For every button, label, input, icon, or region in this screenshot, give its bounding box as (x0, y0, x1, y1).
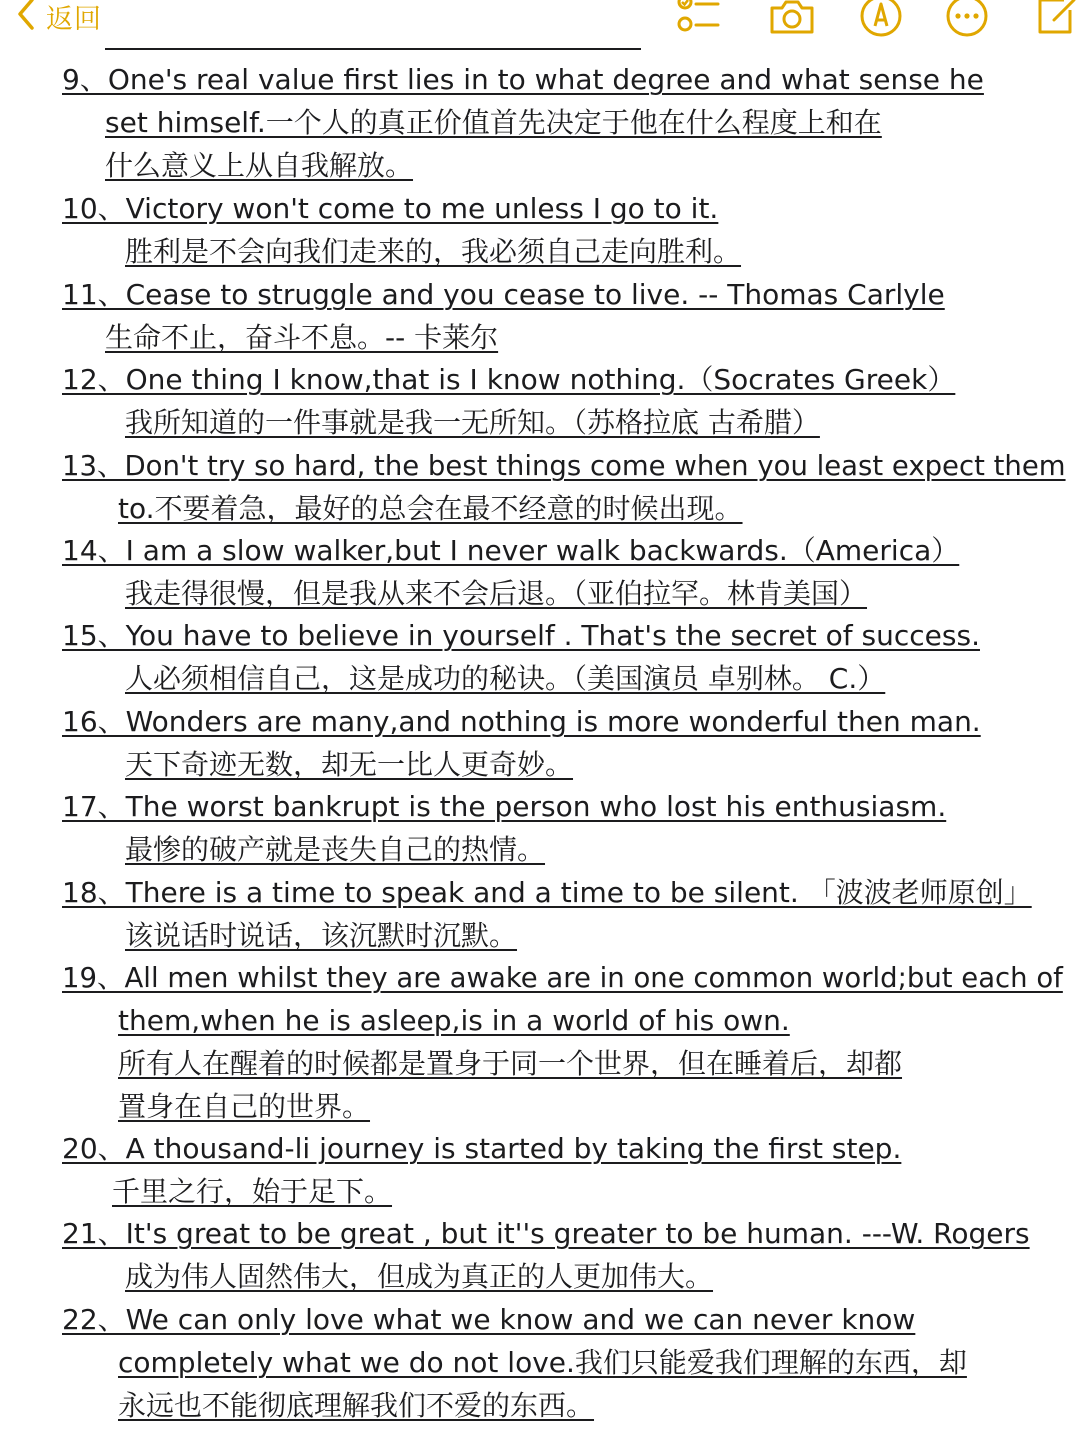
quote-12-en: 12、One thing I know,that is I know nothing.（Socrates Greek） (62, 363, 956, 396)
quote-21-en: 21、It's great to be great , but it''s greater to be human. ---W. Rogers (62, 1217, 1030, 1250)
quote-9-en: 9、One's real value first lies in to what degree and what sense he (62, 63, 984, 96)
quote-21-zh: 成为伟人固然伟大，但成为真正的人更加伟大。 (125, 1260, 714, 1293)
quote-19-en-cont: them,when he is asleep,is in a world of his own. (118, 1004, 790, 1037)
quote-19-zh-cont: 置身在自己的世界。 (118, 1090, 371, 1123)
quote-12-zh: 我所知道的一件事就是我一无所知。（苏格拉底 古希腊） (125, 406, 820, 439)
quote-11-zh: 生命不止，奋斗不息。-- 卡莱尔 (105, 321, 499, 354)
quote-13-en-cont: to.不要着急，最好的总会在最不经意的时候出现。 (118, 492, 743, 525)
quote-9-en-cont: set himself.一个人的真正价值首先决定于他在什么程度上和在 (105, 106, 882, 139)
quote-20-zh: 千里之行，始于足下。 (112, 1175, 393, 1208)
checklist-icon[interactable] (674, 0, 722, 38)
quote-20-en: 20、A thousand-li journey is started by taking the first step. (62, 1132, 902, 1165)
markup-icon[interactable] (858, 0, 904, 38)
quote-19-en: 19、All men whilst they are awake are in one common world;but each of (62, 962, 1063, 994)
quote-9-zh: 什么意义上从自我解放。 (105, 149, 414, 182)
quote-18-zh: 该说话时说话，该沉默时沉默。 (125, 919, 518, 952)
quote-11-en: 11、Cease to struggle and you cease to live. -- Thomas Carlyle (62, 278, 945, 311)
quote-22-zh: 永远也不能彻底理解我们不爱的东西。 (118, 1389, 595, 1422)
cut-off-line-underline (105, 48, 641, 50)
quote-16-zh: 天下奇迹无数，却无一比人更奇妙。 (125, 748, 574, 781)
more-icon[interactable] (944, 0, 990, 38)
back-label: 返回 (46, 3, 102, 35)
camera-icon[interactable] (768, 0, 816, 38)
quote-14-en: 14、I am a slow walker,but I never walk backwards.（America） (62, 534, 960, 567)
quote-22-en-cont: completely what we do not love.我们只能爱我们理解的东西，却 (118, 1346, 967, 1379)
quote-14-zh: 我走得很慢，但是我从来不会后退。（亚伯拉罕。林肯美国） (125, 577, 868, 610)
chevron-left-icon (14, 0, 40, 36)
quote-22-en: 22、We can only love what we know and we can never know (62, 1303, 916, 1336)
quote-17-en: 17、The worst bankrupt is the person who lost his enthusiasm. (62, 790, 947, 823)
quote-16-en: 16、Wonders are many,and nothing is more wonderful then man. (62, 705, 981, 738)
quote-15-zh: 人必须相信自己，这是成功的秘诀。（美国演员 卓别林。 C.） (125, 662, 886, 695)
quote-15-en: 15、You have to believe in yourself . That's the secret of success. (62, 619, 980, 652)
back-button[interactable] (14, 0, 102, 36)
quote-10-zh: 胜利是不会向我们走来的，我必须自己走向胜利。 (125, 235, 742, 268)
quote-10-en: 10、Victory won't come to me unless I go to it. (62, 192, 719, 225)
top-toolbar (0, 0, 1080, 40)
quote-19-zh: 所有人在醒着的时候都是置身于同一个世界，但在睡着后，却都 (118, 1047, 903, 1080)
quote-17-zh: 最惨的破产就是丧失自己的热情。 (125, 833, 546, 866)
quote-18-en: 18、There is a time to speak and a time to be silent. 「波波老师原创」 (62, 876, 1032, 909)
quote-13-en: 13、Don't try so hard, the best things come when you least expect them (62, 450, 1066, 482)
compose-icon[interactable] (1034, 0, 1078, 38)
